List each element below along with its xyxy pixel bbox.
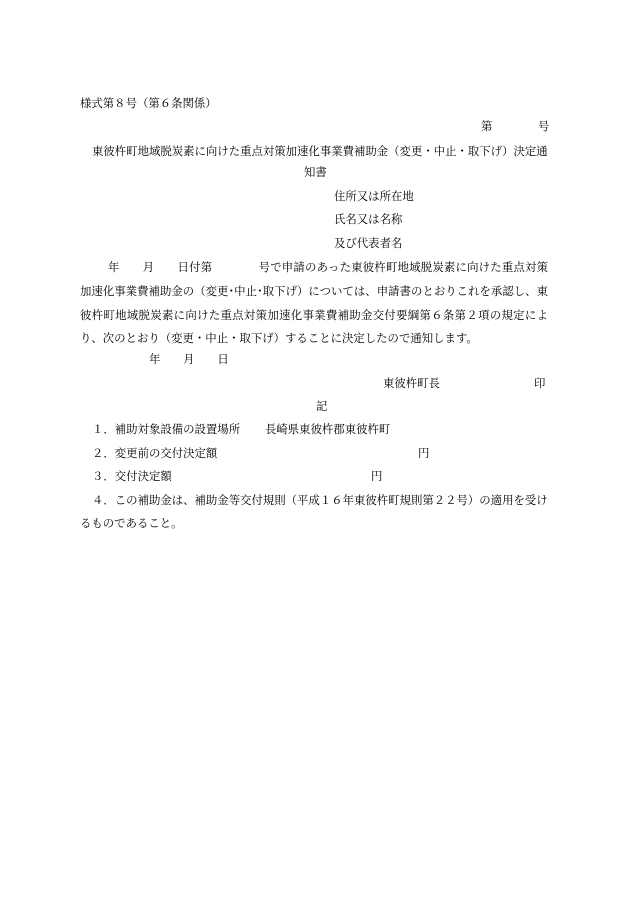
ki-heading: 記 [316,399,328,413]
form-label: 様式第８号（第６条関係） [80,96,217,110]
recipient-name: 氏名又は名称 [334,212,403,226]
body-paragraph: 年 月 日付第 号で申請のあった東彼杵町地域脱炭素に向けた重点対策加速化事業費補助金の（変更･中止･取下げ）については、申請書のとおりこれを承認し、東彼杵町地域脱炭素に向けた重点対策加速化事業費補助金交付要綱第６条第２項の規定により、次のとおり（変更・中止・取下げ）することに決定したので通知します。 [80,260,548,346]
number-go: 号 [538,119,550,133]
item-4-line-2: るものであること。 [80,516,183,530]
number-dai: 第 [481,119,493,133]
title-line-1: 東彼杵町地域脱炭素に向けた重点対策加速化事業費補助金（変更・中止・取下げ）決定通 [92,144,548,158]
recipient-address: 住所又は所在地 [334,189,414,203]
item-3-label: ３．交付決定額 [92,469,172,483]
item-1-label: １．補助対象設備の設置場所 [92,422,241,436]
issuer-name: 東彼杵町長 [383,376,440,390]
item-1-value: 長崎県東彼杵郡東彼杵町 [265,422,391,436]
item-4-label: ４．この補助金は、補助金等交付規則（平成１６年東彼杵町規則第２２号）の適用を受け [92,493,548,507]
date-line: 年 月 日 [149,352,229,366]
item-2-label: ２．変更前の交付決定額 [92,446,218,460]
seal-mark: 印 [534,376,546,390]
recipient-representative: 及び代表者名 [334,236,403,250]
title-line-2: 知書 [304,165,327,179]
item-3-value: 円 [371,469,383,483]
item-2-value: 円 [418,446,430,460]
